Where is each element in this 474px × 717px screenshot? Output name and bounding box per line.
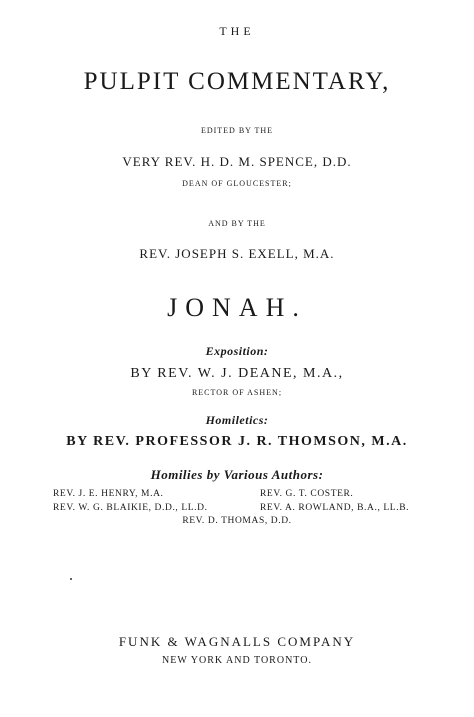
exposition-author: BY REV. W. J. DEANE, M.A., xyxy=(130,366,344,381)
first-editor-role: DEAN OF GLOUCESTER; xyxy=(182,179,292,188)
homily-author: REV. D. THOMAS, D.D. xyxy=(182,516,292,526)
homily-author: REV. A. ROWLAND, B.A., LL.B. xyxy=(260,503,410,513)
first-editor: VERY REV. H. D. M. SPENCE, D.D. xyxy=(122,154,352,169)
and-by-label: AND BY THE xyxy=(208,219,266,228)
book-title: JONAH. xyxy=(167,293,307,322)
second-editor: REV. JOSEPH S. EXELL, M.A. xyxy=(139,246,335,261)
publisher-location: NEW YORK AND TORONTO. xyxy=(162,655,312,666)
homily-author: REV. W. G. BLAIKIE, D.D., LL.D. xyxy=(53,503,208,513)
homilies-heading: Homilies by Various Authors: xyxy=(150,467,324,482)
homily-author: REV. G. T. COSTER. xyxy=(260,489,354,499)
exposition-heading: Exposition: xyxy=(205,344,269,358)
homiletics-author: BY REV. PROFESSOR J. R. THOMSON, M.A. xyxy=(66,434,408,449)
exposition-author-role: RECTOR OF ASHEN; xyxy=(191,388,283,397)
title-prefix: THE xyxy=(219,24,255,38)
homiletics-heading: Homiletics: xyxy=(205,413,269,427)
edited-by-label: EDITED BY THE xyxy=(200,126,274,135)
publisher-name: FUNK & WAGNALLS COMPANY xyxy=(118,634,356,649)
ink-speck xyxy=(70,578,72,580)
homily-author: REV. J. E. HENRY, M.A. xyxy=(53,489,164,499)
series-title: PULPIT COMMENTARY, xyxy=(83,68,391,95)
